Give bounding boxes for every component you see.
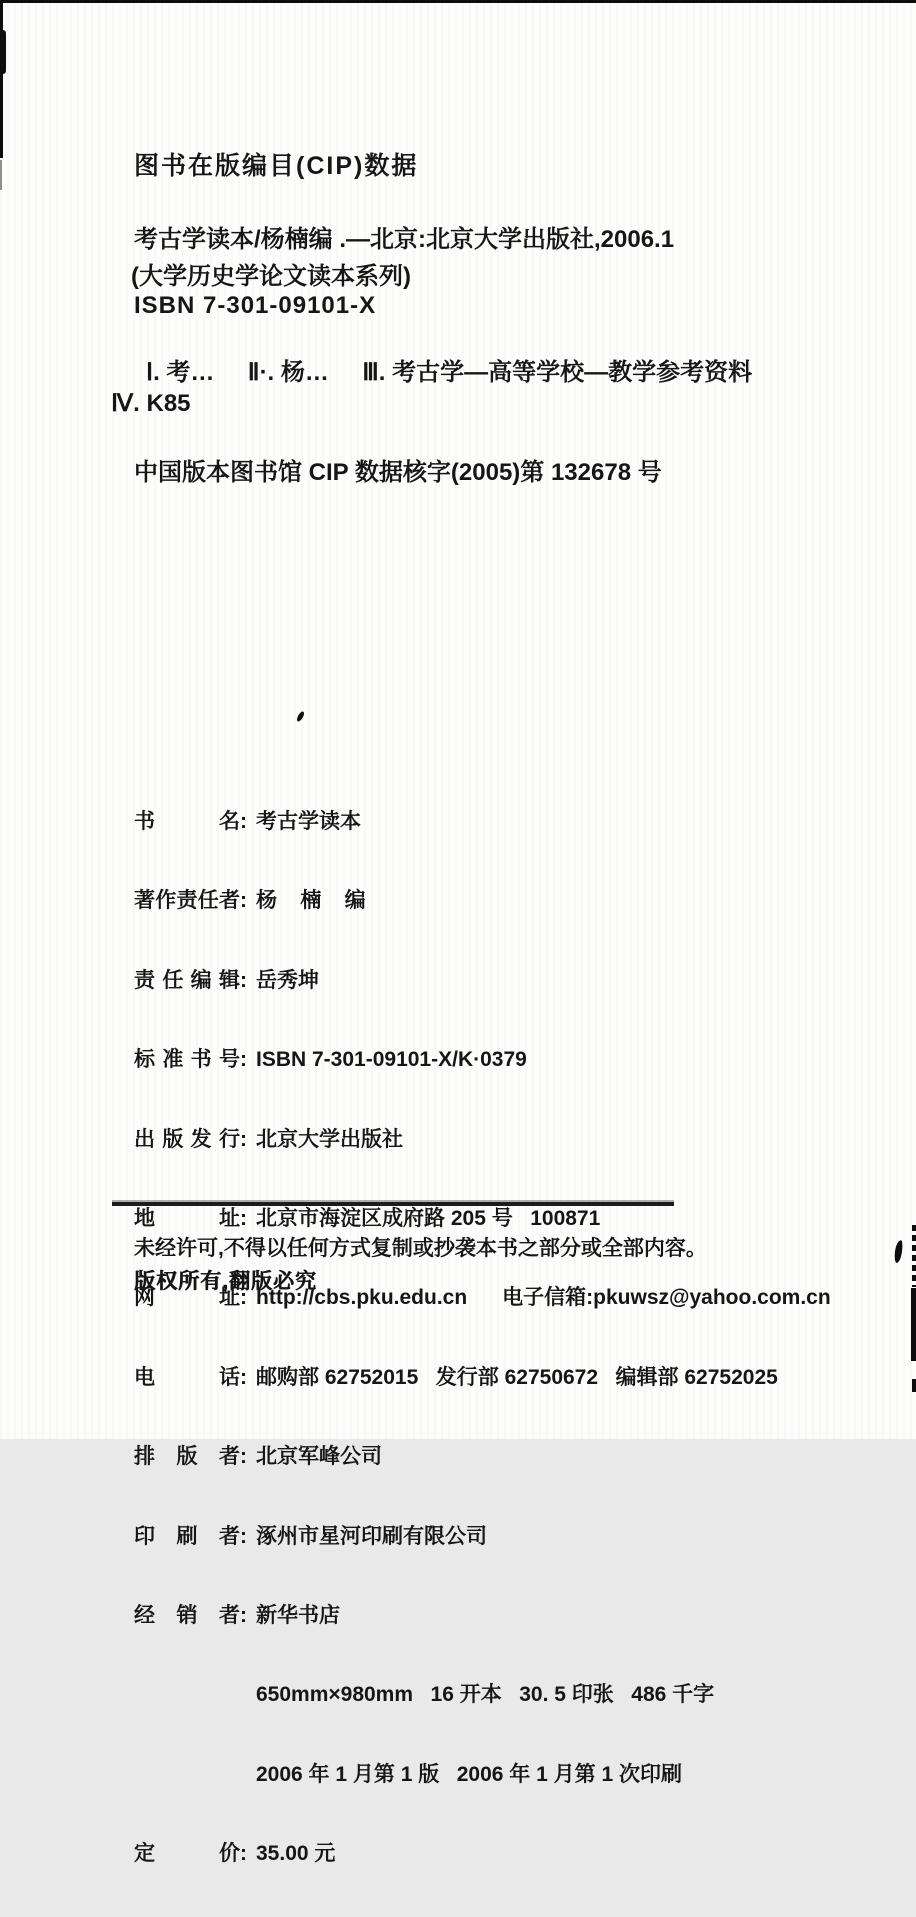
colophon-row-publisher bbox=[134, 1124, 831, 1155]
colophon-value: 35.00 元 bbox=[256, 1842, 336, 1866]
colophon-colon: : bbox=[240, 1524, 247, 1548]
colophon-colon: : bbox=[240, 1842, 247, 1866]
colophon-label: 网 址 bbox=[134, 1286, 240, 1310]
colophon-colon: : bbox=[240, 1127, 247, 1151]
colophon-value: 2006 年 1 月第 1 版 2006 年 1 月第 1 次印刷 bbox=[256, 1762, 682, 1786]
colophon-colon: : bbox=[240, 810, 247, 833]
colophon-row-price bbox=[134, 1838, 831, 1869]
colophon-value: 北京大学出版社 bbox=[256, 1127, 403, 1151]
cip-heading: 图书在版编目(CIP)数据 bbox=[134, 152, 419, 180]
scan-artifact-left-faint bbox=[0, 160, 2, 190]
colophon-label: 印 刷 者 bbox=[134, 1524, 240, 1548]
divider-rule bbox=[112, 1202, 674, 1206]
cip-classification-line-1: Ⅰ. 考… Ⅱ·. 杨… Ⅲ. 考古学—高等学校—教学参考资料 bbox=[146, 359, 753, 386]
colophon-colon: : bbox=[240, 889, 247, 913]
colophon-value: ISBN 7-301-09101-X/K·0379 bbox=[256, 1048, 527, 1072]
scan-artifact-right-bar bbox=[911, 1288, 916, 1361]
colophon-row-editor bbox=[134, 965, 831, 996]
colophon-row-printer bbox=[134, 1521, 831, 1552]
colophon-label: 标 准 书 号 bbox=[134, 1048, 240, 1072]
scan-artifact-right-dashes bbox=[912, 1225, 916, 1287]
cip-record-number-line: 中国版本图书馆 CIP 数据核字(2005)第 132678 号 bbox=[134, 459, 662, 486]
colophon-row-title bbox=[134, 806, 831, 837]
colophon-row-author bbox=[134, 885, 831, 916]
colophon-colon: : bbox=[240, 1048, 247, 1072]
colophon-value: 北京军峰公司 bbox=[256, 1445, 382, 1469]
cip-entry-line: 考古学读本/杨楠编 .—北京:北京大学出版社,2006.1 bbox=[134, 226, 675, 253]
colophon-value: 考古学读本 bbox=[256, 810, 361, 833]
colophon-colon: : bbox=[240, 1445, 247, 1469]
cip-isbn-line: ISBN 7-301-09101-X bbox=[134, 292, 377, 319]
scan-artifact-left-edge bbox=[0, 0, 3, 158]
colophon-label: 排 版 者 bbox=[134, 1445, 240, 1469]
colophon-value: 岳秀坤 bbox=[256, 968, 319, 992]
colophon-label: 定 价 bbox=[134, 1842, 240, 1866]
colophon-colon: : bbox=[240, 1286, 247, 1310]
colophon-label: 出 版 发 行 bbox=[134, 1127, 240, 1151]
colophon-value: 北京市海淀区成府路 205 号 100871 bbox=[256, 1206, 601, 1230]
colophon-value: 涿州市星河印刷有限公司 bbox=[256, 1524, 487, 1548]
colophon-value: 650mm×980mm 16 开本 30. 5 印张 486 千字 bbox=[256, 1683, 715, 1707]
colophon-colon: : bbox=[240, 968, 247, 992]
colophon-value: 邮购部 62752015 发行部 62750672 编辑部 62752025 bbox=[256, 1365, 778, 1389]
colophon-value: 新华书店 bbox=[256, 1603, 340, 1627]
colophon-row-isbn bbox=[134, 1044, 831, 1075]
colophon-row-format bbox=[134, 1679, 831, 1710]
colophon-label: 书 名 bbox=[134, 810, 240, 833]
scan-artifact-left-blob bbox=[0, 30, 6, 74]
ink-speck bbox=[296, 710, 305, 722]
colophon-row-edition bbox=[134, 1759, 831, 1790]
colophon-colon: : bbox=[240, 1206, 247, 1230]
scan-artifact-right-mark bbox=[912, 1379, 916, 1392]
colophon-label: 经 销 者 bbox=[134, 1603, 240, 1627]
scan-artifact-right-squiggle bbox=[894, 1240, 903, 1264]
colophon-row-typesetter bbox=[134, 1441, 831, 1472]
cip-classification-line-2: Ⅳ. K85 bbox=[111, 390, 191, 417]
colophon-label: 地 址 bbox=[134, 1206, 240, 1230]
copyright-notice-line-1: 未经许可,不得以任何方式复制或抄袭本书之部分或全部内容。 bbox=[134, 1237, 707, 1260]
colophon-label: 著作责任者 bbox=[134, 889, 240, 913]
colophon-value: http://cbs.pku.edu.cn 电子信箱:pkuwsz@yahoo.com.cn bbox=[256, 1286, 831, 1310]
colophon-label: 责 任 编 辑 bbox=[134, 968, 240, 992]
colophon-colon: : bbox=[240, 1365, 247, 1389]
colophon-row-phone bbox=[134, 1362, 831, 1393]
scan-artifact-top-edge bbox=[0, 0, 916, 3]
colophon-row-address bbox=[134, 1203, 831, 1234]
colophon-colon: : bbox=[240, 1603, 247, 1627]
copyright-notice-line-2: 版权所有,翻版必究 bbox=[134, 1270, 317, 1293]
colophon-row-distributor bbox=[134, 1600, 831, 1631]
colophon-label: 电 话 bbox=[134, 1365, 240, 1389]
cip-series-line: (大学历史学论文读本系列) bbox=[131, 263, 411, 290]
colophon-value: 杨 楠 编 bbox=[256, 889, 366, 913]
colophon-block bbox=[134, 758, 831, 1917]
